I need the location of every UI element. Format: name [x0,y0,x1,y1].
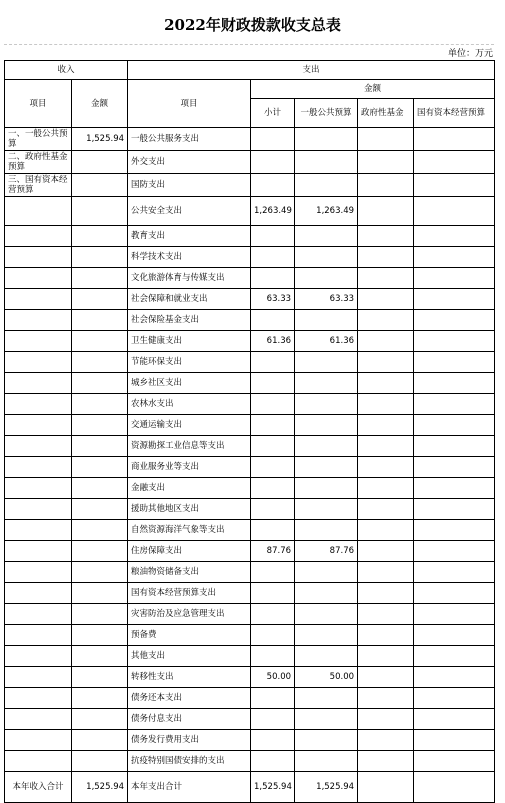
income-amount-cell [72,415,128,436]
subtotal-cell [251,478,295,499]
state-capital-cell [414,151,495,174]
income-amount-cell [72,197,128,226]
general-budget-cell [295,394,358,415]
subtotal-cell [251,415,295,436]
table-row [5,394,495,415]
gov-fund-cell [358,310,414,331]
state-capital-cell [414,478,495,499]
gov-fund-cell [358,415,414,436]
income-item-cell [5,562,72,583]
table-row [5,646,495,667]
expense-item-cell: 节能环保支出 [128,352,251,373]
general-budget-cell [295,520,358,541]
general-budget-cell: 1,263.49 [295,197,358,226]
subtotal-cell [251,226,295,247]
subtotal-cell [251,625,295,646]
income-item-cell [5,310,72,331]
table-row [5,373,495,394]
subtotal-cell [251,730,295,751]
general-budget-cell [295,583,358,604]
subtotal-cell [251,128,295,151]
subtotal-cell [251,520,295,541]
general-budget-cell [295,352,358,373]
state-capital-cell [414,562,495,583]
expense-item-cell: 灾害防治及应急管理支出 [128,604,251,625]
income-amount-cell [72,174,128,197]
income-amount-cell [72,268,128,289]
income-amount-header: 金额 [72,80,128,128]
subtotal-cell [251,151,295,174]
table-row [5,520,495,541]
general-budget-cell [295,373,358,394]
gov-fund-cell [358,688,414,709]
gov-fund-cell [358,499,414,520]
income-amount-cell [72,373,128,394]
table-row [5,331,495,352]
expense-item-cell: 自然资源海洋气象等支出 [128,520,251,541]
expense-item-cell: 其他支出 [128,646,251,667]
income-amount-cell [72,331,128,352]
gov-fund-cell [358,151,414,174]
income-item-cell [5,331,72,352]
income-item-cell [5,226,72,247]
income-amount-cell [72,625,128,646]
table-row [5,604,495,625]
expense-item-cell: 教育支出 [128,226,251,247]
expense-item-cell: 援助其他地区支出 [128,499,251,520]
income-amount-cell [72,499,128,520]
general-budget-cell [295,151,358,174]
subtotal-cell [251,247,295,268]
state-capital-cell [414,247,495,268]
subtotal-cell [251,174,295,197]
table-row [5,457,495,478]
gov-fund-cell [358,331,414,352]
state-capital-cell [414,730,495,751]
subtotal-cell [251,751,295,772]
general-budget-cell [295,709,358,730]
subtotal-cell: 61.36 [251,331,295,352]
general-budget-cell [295,562,358,583]
table-row [5,151,495,174]
income-amount-cell [72,151,128,174]
subtotal-cell: 1,263.49 [251,197,295,226]
gov-fund-cell [358,128,414,151]
income-amount-cell [72,520,128,541]
sheet-top-gridline [4,44,494,61]
general-budget-cell [295,625,358,646]
general-budget-cell [295,436,358,457]
table-row [5,667,495,688]
expense-item-cell: 农林水支出 [128,394,251,415]
expense-item-cell: 商业服务业等支出 [128,457,251,478]
subtotal-cell [251,583,295,604]
income-amount-cell [72,289,128,310]
general-budget-cell [295,457,358,478]
income-item-cell: 三、国有资本经营预算 [5,174,72,197]
state-capital-cell [414,604,495,625]
table-row [5,174,495,197]
expense-item-cell: 国有资本经营预算支出 [128,583,251,604]
state-capital-cell [414,352,495,373]
table-row [5,625,495,646]
income-header: 收入 [5,61,128,80]
expense-item-cell: 债务发行费用支出 [128,730,251,751]
expense-item-cell: 社会保险基金支出 [128,310,251,331]
income-total-label: 本年收入合计 [5,772,72,803]
expense-item-cell: 债务还本支出 [128,688,251,709]
general-budget-cell [295,751,358,772]
gov-fund-cell [358,197,414,226]
income-item-cell [5,247,72,268]
income-item-cell: 二、政府性基金预算 [5,151,72,174]
state-capital-cell [414,625,495,646]
income-amount-cell [72,226,128,247]
general-budget-cell [295,268,358,289]
subtotal-cell [251,457,295,478]
income-amount-cell [72,562,128,583]
income-item-cell [5,541,72,562]
table-row [5,226,495,247]
expense-item-cell: 文化旅游体育与传媒支出 [128,268,251,289]
expense-item-cell: 社会保障和就业支出 [128,289,251,310]
income-amount-cell [72,688,128,709]
income-item-cell [5,197,72,226]
state-capital-cell [414,499,495,520]
expense-item-cell: 公共安全支出 [128,197,251,226]
general-budget-cell [295,310,358,331]
expense-item-cell: 转移性支出 [128,667,251,688]
state-capital-cell [414,457,495,478]
gov-fund-cell [358,730,414,751]
page-title: 2022年财政拨款收支总表 [164,16,341,34]
expense-header: 支出 [128,61,495,80]
table-row [5,352,495,373]
state-capital-cell [414,373,495,394]
gov-fund-cell [358,646,414,667]
income-amount-cell [72,541,128,562]
table-row [5,247,495,268]
table-row [5,197,495,226]
gov-fund-cell [358,457,414,478]
subtotal-cell [251,352,295,373]
income-item-cell [5,688,72,709]
expense-item-cell: 国防支出 [128,174,251,197]
income-item-cell: 一、一般公共预算 [5,128,72,151]
state-capital-cell [414,197,495,226]
gov-fund-total [358,772,414,803]
totals-row [5,772,495,803]
income-item-cell [5,625,72,646]
income-item-cell [5,520,72,541]
expense-total-label: 本年支出合计 [128,772,251,803]
state-capital-cell [414,436,495,457]
gov-fund-cell [358,541,414,562]
general-budget-cell [295,174,358,197]
state-capital-cell [414,128,495,151]
table-row [5,289,495,310]
income-amount-cell [72,709,128,730]
expense-item-cell: 卫生健康支出 [128,331,251,352]
expense-item-cell: 住房保障支出 [128,541,251,562]
subtotal-cell [251,436,295,457]
income-item-cell [5,268,72,289]
income-item-cell [5,604,72,625]
general-budget-total: 1,525.94 [295,772,358,803]
general-budget-cell [295,415,358,436]
gov-fund-cell [358,174,414,197]
expense-item-cell: 城乡社区支出 [128,373,251,394]
state-capital-cell [414,289,495,310]
subtotal-cell [251,373,295,394]
gov-fund-cell [358,352,414,373]
table-row [5,436,495,457]
table-row [5,128,495,151]
gov-fund-cell [358,562,414,583]
general-budget-cell [295,499,358,520]
general-budget-cell: 63.33 [295,289,358,310]
income-item-cell [5,646,72,667]
state-capital-cell [414,667,495,688]
subtotal-cell [251,709,295,730]
income-item-cell [5,457,72,478]
general-budget-cell [295,128,358,151]
state-capital-cell [414,709,495,730]
income-amount-cell [72,247,128,268]
income-amount-cell: 1,525.94 [72,128,128,151]
table-row [5,688,495,709]
income-item-header: 项目 [5,80,72,128]
state-capital-cell [414,751,495,772]
gov-fund-cell [358,268,414,289]
subtotal-cell: 50.00 [251,667,295,688]
gov-fund-cell [358,625,414,646]
general-budget-cell [295,604,358,625]
income-item-cell [5,373,72,394]
expense-item-cell: 粮油物资储备支出 [128,562,251,583]
general-budget-cell [295,646,358,667]
state-capital-cell [414,688,495,709]
gov-fund-cell [358,667,414,688]
table-row [5,478,495,499]
unit-label: 单位：万元 [447,49,493,59]
income-item-cell [5,583,72,604]
state-capital-cell [414,583,495,604]
expense-item-cell: 外交支出 [128,151,251,174]
table-row [5,268,495,289]
income-amount-cell [72,352,128,373]
table-row [5,541,495,562]
expense-item-cell: 预备费 [128,625,251,646]
income-amount-cell [72,751,128,772]
state-capital-cell [414,310,495,331]
gov-fund-cell [358,394,414,415]
table-row [5,562,495,583]
general-budget-cell: 61.36 [295,331,358,352]
general-budget-cell [295,688,358,709]
state-capital-cell [414,646,495,667]
table-row [5,310,495,331]
table-row [5,583,495,604]
general-budget-cell [295,478,358,499]
subtotal-total: 1,525.94 [251,772,295,803]
state-capital-cell [414,226,495,247]
expense-item-cell: 债务付息支出 [128,709,251,730]
gov-fund-cell [358,436,414,457]
income-amount-cell [72,457,128,478]
general-budget-cell [295,247,358,268]
gov-fund-cell [358,583,414,604]
income-item-cell [5,751,72,772]
amount-group-header: 金额 [251,80,495,99]
state-capital-total [414,772,495,803]
gov-fund-cell [358,604,414,625]
gov-fund-cell [358,520,414,541]
income-amount-cell [72,604,128,625]
subtotal-cell [251,562,295,583]
table-row [5,499,495,520]
income-amount-cell [72,646,128,667]
general-budget-cell [295,730,358,751]
general-budget-header: 一般公共预算 [295,99,358,128]
table-row [5,415,495,436]
gov-fund-cell [358,709,414,730]
income-amount-cell [72,478,128,499]
subtotal-cell: 87.76 [251,541,295,562]
state-capital-cell [414,268,495,289]
income-item-cell [5,709,72,730]
state-capital-cell [414,415,495,436]
income-amount-cell [72,667,128,688]
income-amount-cell [72,394,128,415]
expense-item-header: 项目 [128,80,251,128]
income-item-cell [5,289,72,310]
income-item-cell [5,499,72,520]
expense-item-cell: 交通运输支出 [128,415,251,436]
gov-fund-cell [358,289,414,310]
table-row [5,730,495,751]
subtotal-cell [251,268,295,289]
gov-fund-cell [358,478,414,499]
gov-fund-header: 政府性基金 [358,99,414,128]
table-row [5,751,495,772]
general-budget-cell: 87.76 [295,541,358,562]
subtotal-cell [251,310,295,331]
income-item-cell [5,730,72,751]
state-capital-cell [414,541,495,562]
state-capital-cell [414,520,495,541]
income-item-cell [5,478,72,499]
income-item-cell [5,352,72,373]
gov-fund-cell [358,751,414,772]
gov-fund-cell [358,247,414,268]
income-item-cell [5,415,72,436]
table-row [5,709,495,730]
expense-item-cell: 科学技术支出 [128,247,251,268]
income-amount-cell [72,583,128,604]
expense-item-cell: 资源勘探工业信息等支出 [128,436,251,457]
expense-item-cell: 一般公共服务支出 [128,128,251,151]
subtotal-cell [251,688,295,709]
state-capital-header: 国有资本经营预算 [414,99,495,128]
income-item-cell [5,436,72,457]
subtotal-cell [251,646,295,667]
subtotal-cell [251,499,295,520]
state-capital-cell [414,394,495,415]
income-amount-cell [72,436,128,457]
general-budget-cell: 50.00 [295,667,358,688]
state-capital-cell [414,174,495,197]
subtotal-cell [251,604,295,625]
expense-item-cell: 金融支出 [128,478,251,499]
state-capital-cell [414,331,495,352]
income-item-cell [5,394,72,415]
gov-fund-cell [358,226,414,247]
income-item-cell [5,667,72,688]
subtotal-cell: 63.33 [251,289,295,310]
income-total-amount: 1,525.94 [72,772,128,803]
subtotal-cell [251,394,295,415]
income-amount-cell [72,730,128,751]
gov-fund-cell [358,373,414,394]
budget-table [4,60,495,803]
general-budget-cell [295,226,358,247]
income-amount-cell [72,310,128,331]
expense-item-cell: 抗疫特别国债安排的支出 [128,751,251,772]
subtotal-header: 小计 [251,99,295,128]
